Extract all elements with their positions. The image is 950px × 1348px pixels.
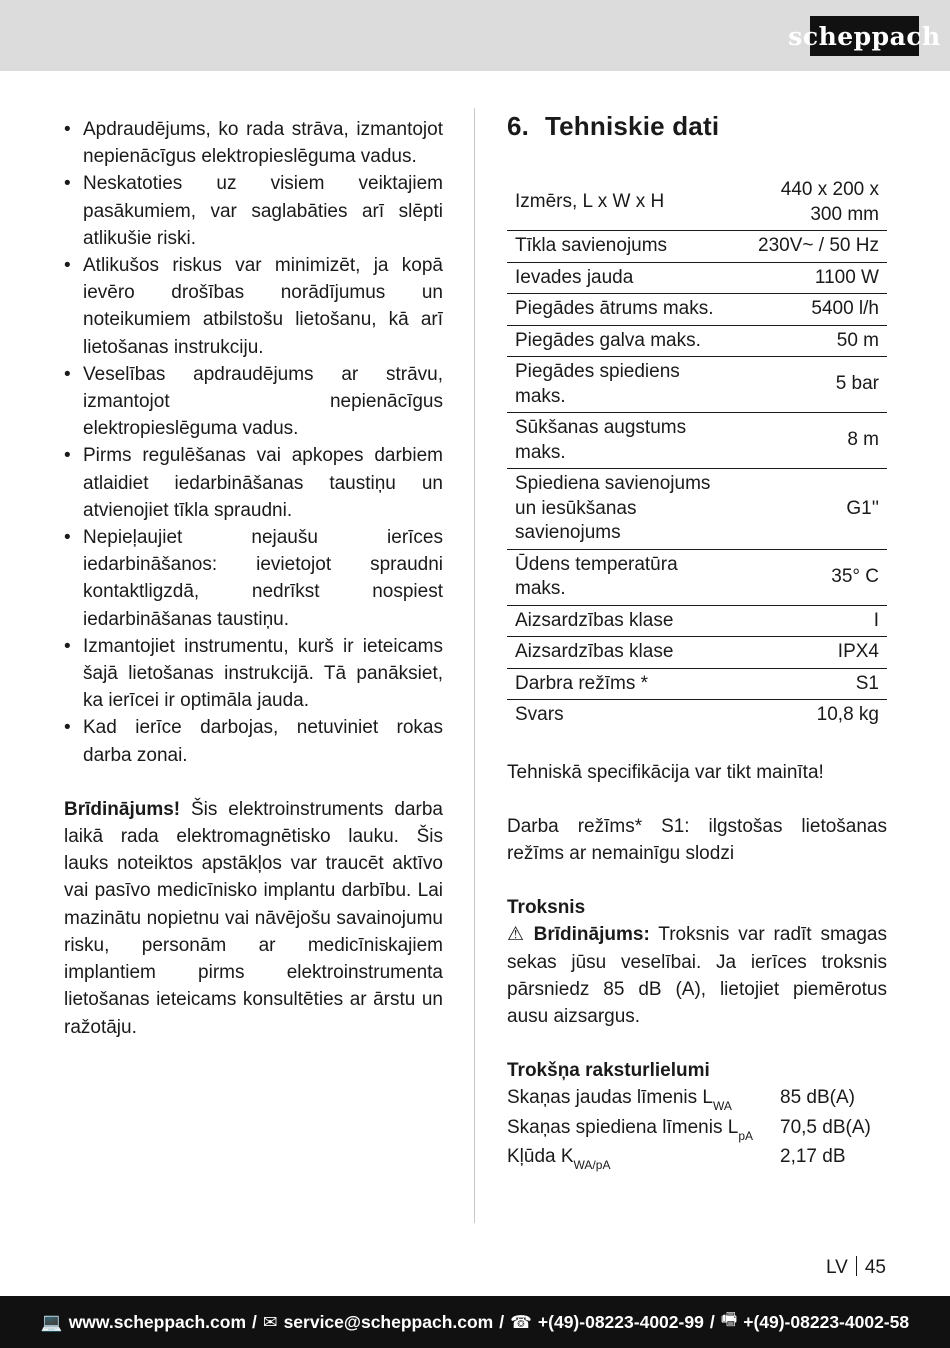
noise-subscript: pA [738, 1128, 753, 1143]
section-title [507, 110, 887, 142]
language-code: LV [826, 1257, 848, 1278]
page-number [826, 1256, 886, 1280]
table-row [507, 700, 887, 731]
footer-phone: +(49)-08223-4002-99 [537, 1311, 704, 1332]
noise-label-text: Kļūda K [507, 1145, 574, 1167]
header-bar [0, 0, 950, 71]
spec-label: Piegādes ātrums maks. [515, 298, 714, 319]
table-row [507, 637, 887, 669]
right-column [507, 110, 887, 1172]
noise-value-row [507, 1143, 887, 1172]
noise-label-text: Skaņas jaudas līmenis L [507, 1087, 713, 1109]
list-item: • Kad ierīce darbojas, netuviniet rokas darba zonai. [64, 714, 443, 768]
warning-text: Šis elektroinstruments darba laikā rada elektromagnētisko lauku. Šis lauks noteiktos apstākļos var traucēt aktīvo vai pasīvo medicīnisko implantu darbību. Lai mazinātu nopietnu vai nāvējošu savainojumu risku, personām ar medicīniskajiem implantiem pirms elektroinstrumenta lietošanas ieteicams konsultēties ar ārstu un ražotāju. [64, 798, 443, 1038]
noise-subscript: WA [712, 1099, 732, 1114]
spec-label: Tīkla savienojums [515, 235, 668, 256]
noise-warning [507, 921, 887, 1030]
spec-label: Aizsardzības klase [515, 609, 674, 631]
noise-values-section [507, 1057, 887, 1172]
table-row [507, 294, 887, 326]
noise-section [507, 894, 887, 1030]
page-number-value: 45 [864, 1257, 886, 1278]
noise-value-label [507, 1143, 780, 1172]
fax-icon: 🖷 [720, 1309, 738, 1329]
footer-separator: / [499, 1311, 505, 1332]
spec-label: Ūdens temperatūra maks. [515, 553, 678, 599]
list-item: • Apdraudējums, ko rada strāva, izmantojot nepienācīgus elektropieslēguma vadus. [64, 116, 443, 170]
footer-separator: / [252, 1311, 257, 1332]
spec-value: IPX4 [837, 641, 879, 662]
list-item: • Izmantojiet instrumentu, kurš ir ieteicams šajā lietošanas instrukcijā. Tā panāksiet, ka ierīcei ir optimāla jauda. [64, 633, 443, 715]
column-divider [474, 108, 475, 1223]
list-item: • Atlikušos riskus var minimizēt, ja kopā ievēro drošības norādījumus un noteikumiem atbilstošu lietošanu, kā arī lietošanas instrukciju. [64, 252, 443, 361]
spec-label: Sūkšanas augstums maks. [515, 417, 687, 463]
spec-label: Izmērs, L x W x H [515, 191, 665, 213]
footer-bar [0, 1296, 950, 1348]
spec-change-note: Tehniskā specifikācija var tikt mainīta! [507, 761, 824, 783]
spec-value: 50 m [836, 329, 879, 351]
warning-triangle-icon: ⚠ [507, 924, 528, 946]
spec-label: Svars [515, 704, 564, 725]
spec-label: Piegādes galva maks. [515, 329, 701, 351]
spec-value: 1100 W [814, 266, 879, 288]
footer-website[interactable]: www.scheppach.com [68, 1311, 247, 1332]
spec-value: 8 m [847, 429, 879, 451]
spec-label: Ievades jauda [515, 266, 634, 288]
list-item: • Nepieļaujiet nejaušu ierīces iedarbināšanos: ievietojot spraudni kontaktligzdā, nedrīkst nospiest iedarbināšanas taustiņu. [64, 524, 443, 633]
spec-value: 5 bar [835, 373, 879, 395]
footer-fax: +(49)-08223-4002-58 [743, 1311, 910, 1332]
computer-icon: 💻 [40, 1311, 63, 1332]
table-row [507, 413, 887, 469]
footer-separator: / [709, 1311, 715, 1332]
spec-value: 230V~ / 50 Hz [758, 235, 879, 256]
list-item: • Neskatoties uz visiem veiktajiem pasākumiem, var saglabāties arī slēpti atlikušie riski. [64, 170, 443, 252]
noise-value-row [507, 1084, 887, 1113]
left-column [64, 116, 443, 1060]
list-item: • Pirms regulēšanas vai apkopes darbiem atlaidiet iedarbināšanas taustiņu un atvienojiet tīkla spraudni. [64, 442, 443, 524]
table-row [507, 605, 887, 637]
mail-icon: ✉ [262, 1311, 278, 1332]
spec-value: I [873, 609, 879, 631]
footer-email[interactable]: service@scheppach.com [283, 1311, 494, 1332]
noise-value: 70,5 dB(A) [780, 1116, 871, 1138]
list-item: • Veselības apdraudējums ar strāvu, izmantojot nepienācīgus elektropieslēguma vadus. [64, 361, 443, 443]
warning-label: Brīdinājums! [64, 798, 181, 820]
spec-value: 10,8 kg [816, 704, 879, 725]
table-row [507, 357, 887, 413]
section-number: 6. [507, 111, 530, 141]
spec-value: G1'' [846, 497, 879, 519]
emf-warning-paragraph [64, 796, 443, 1041]
scheppach-logo: scheppach [810, 16, 919, 56]
spec-table [507, 175, 887, 731]
noise-values-heading: Trokšņa raksturlielumi [507, 1060, 710, 1082]
noise-value-row [507, 1114, 887, 1143]
spec-label: Spiediena savienojums un iesūkšanas savienojums [515, 473, 711, 543]
duty-cycle-note: Darba režīms* S1: ilgstošas lietošanas režīms ar nemainīgu slodzi [507, 815, 887, 864]
section-title-text: Tehniskie dati [545, 111, 720, 141]
noise-warning-text: Troksnis var radīt smagas sekas jūsu veselībai. Ja ierīces troksnis pārsniedz 85 dB (A), lietojiet piemērotus ausu aizsargus. [507, 924, 887, 1027]
safety-bullet-list [64, 116, 443, 769]
noise-value: 85 dB(A) [780, 1087, 855, 1109]
table-row [507, 231, 887, 263]
table-row [507, 175, 887, 231]
noise-value: 2,17 dB [780, 1145, 846, 1167]
spec-value: 5400 l/h [811, 298, 879, 319]
table-row [507, 668, 887, 700]
spec-value: 440 x 200 x 300 mm [780, 179, 879, 225]
spec-label: Aizsardzības klase [515, 641, 674, 662]
noise-value-label [507, 1114, 780, 1143]
table-row [507, 262, 887, 294]
phone-icon: ☎ [510, 1311, 532, 1332]
table-row [507, 325, 887, 357]
noise-subscript: WA/pA [573, 1157, 611, 1172]
spec-value: 35° C [831, 565, 879, 587]
noise-warning-label: Brīdinājums: [533, 924, 650, 946]
table-row [507, 469, 887, 550]
spec-label: Darbra režīms * [515, 672, 649, 694]
table-row [507, 549, 887, 605]
noise-value-label [507, 1084, 780, 1113]
page-separator [856, 1256, 857, 1276]
spec-label: Piegādes spiediens maks. [515, 361, 680, 407]
spec-value: S1 [855, 672, 879, 694]
noise-label-text: Skaņas spiediena līmenis L [507, 1116, 739, 1138]
noise-heading: Troksnis [507, 897, 586, 919]
